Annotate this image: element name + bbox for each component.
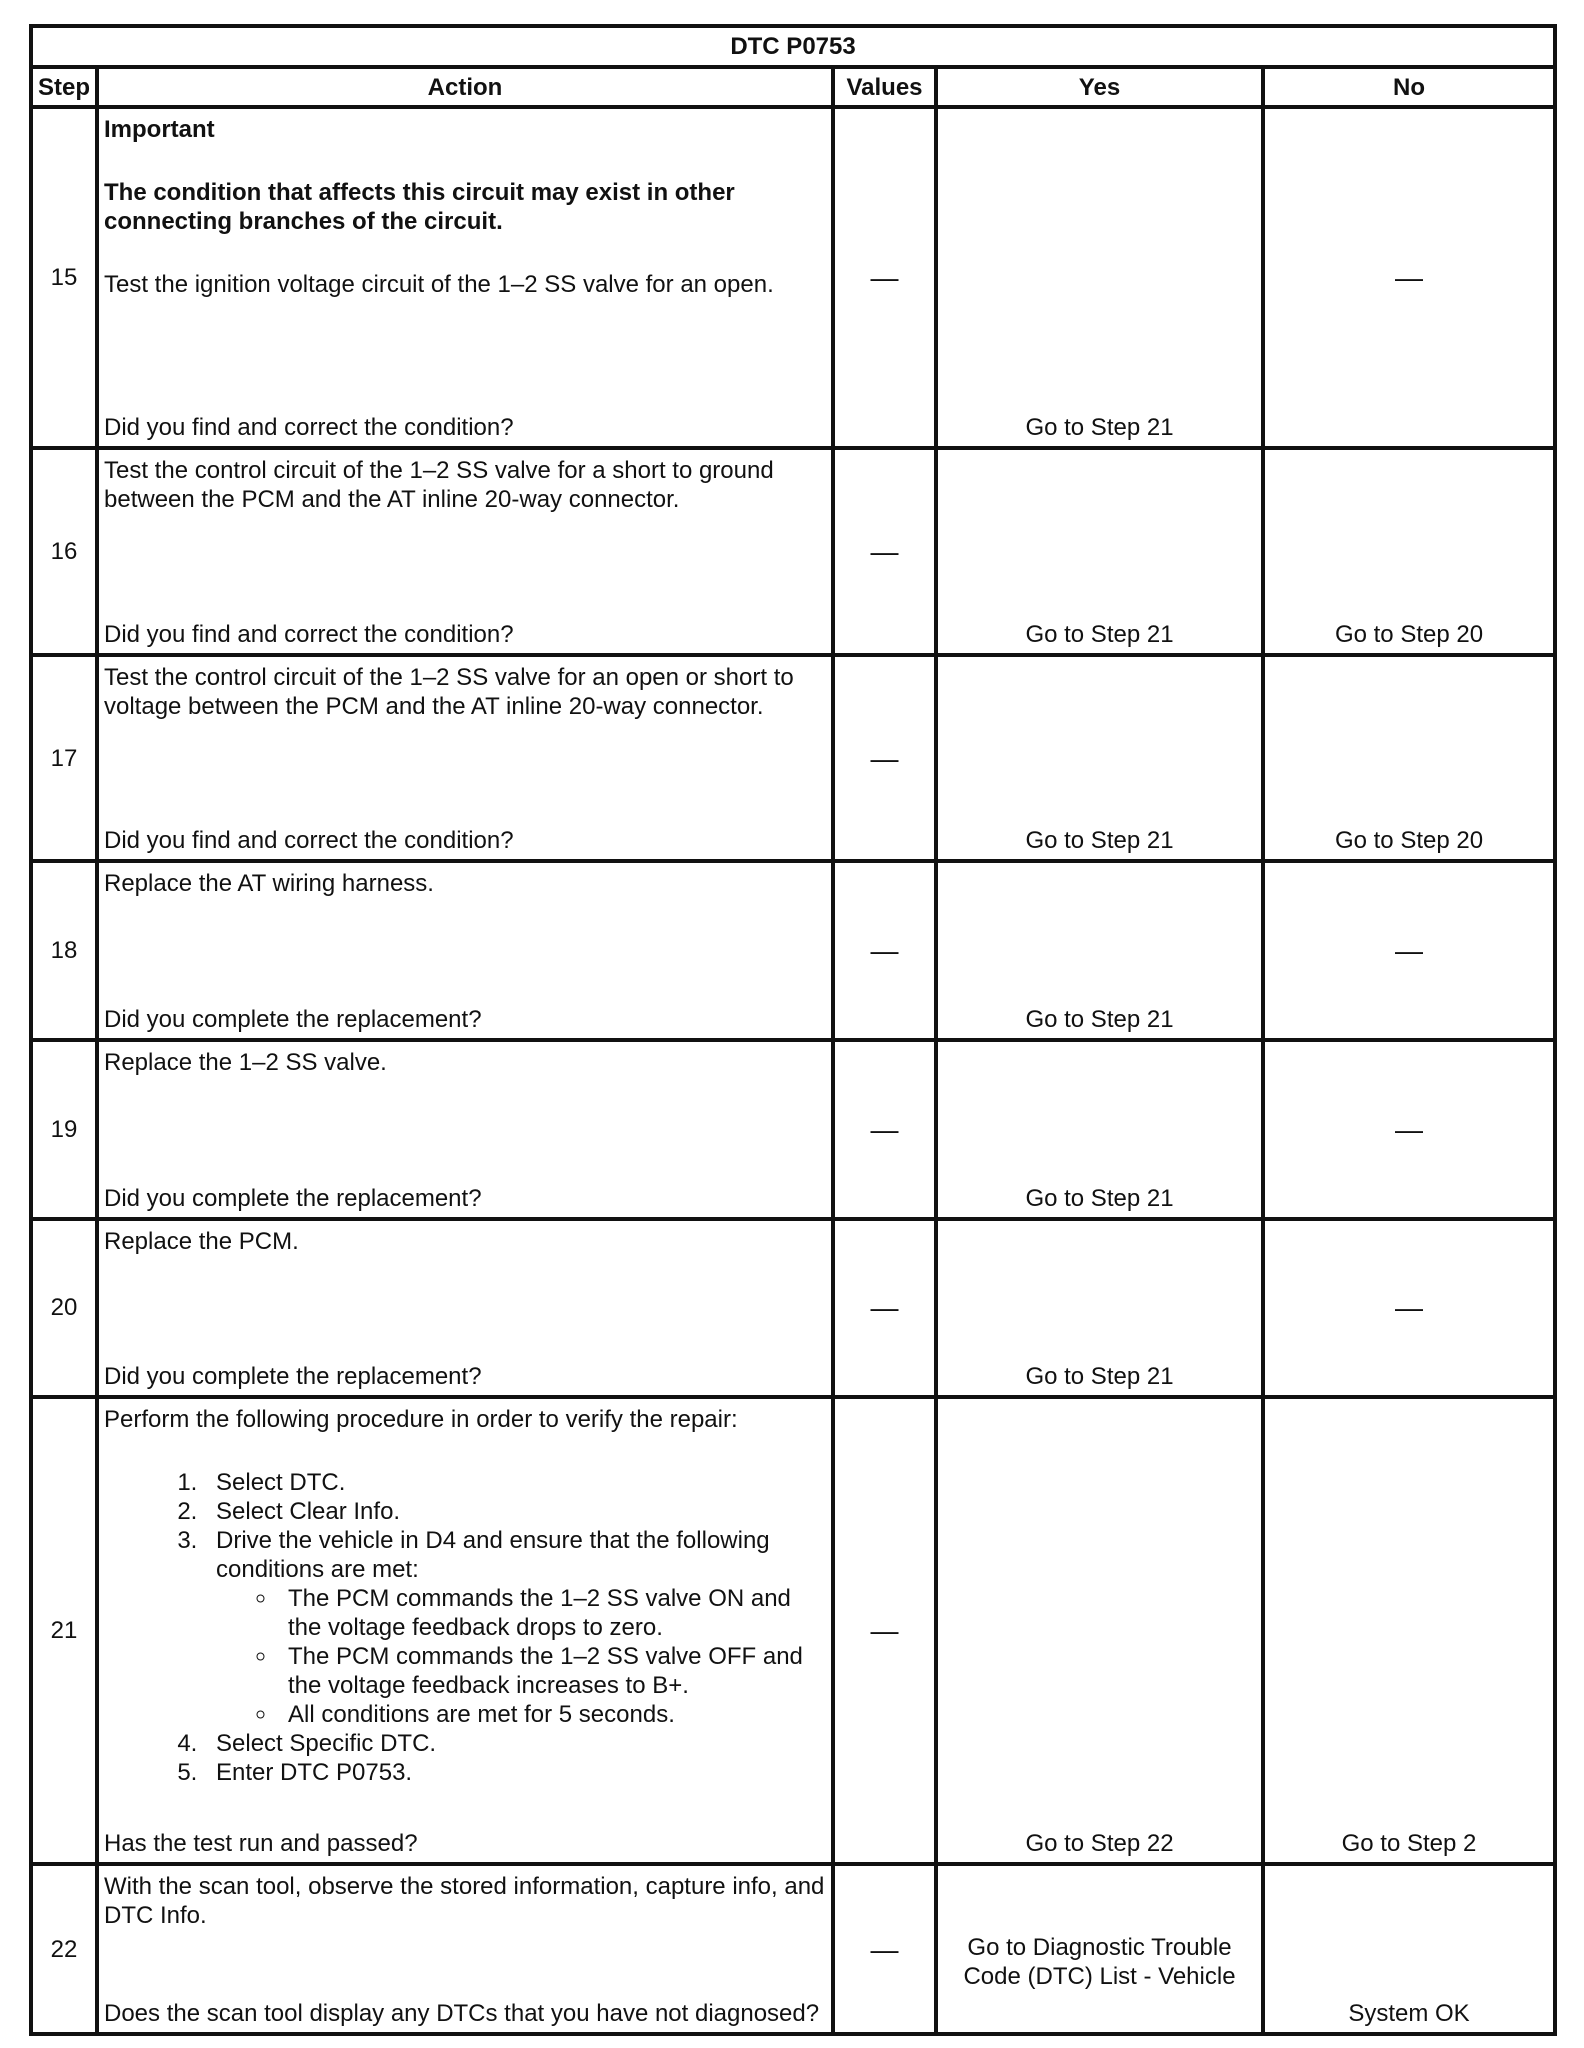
action-question: Did you find and correct the condition? [104,620,514,648]
yes-cell: Go to Step 21 [936,1040,1263,1219]
condition-list [216,1584,827,1729]
no-cell: — [1263,861,1555,1040]
dtc-table [29,24,1557,2036]
action-cell [97,107,833,448]
list-item: ◦ The PCM commands the 1–2 SS valve OFF and the voltage feedback increases to B+. [278,1642,827,1700]
table-row [31,1040,1555,1219]
header-row [31,67,1555,107]
table-row [31,448,1555,655]
yes-cell: Go to Step 21 [936,655,1263,862]
no-cell: — [1263,107,1555,448]
action-cell [97,1397,833,1864]
action-text: Test the ignition voltage circuit of the 1–2 SS valve for an open. [104,271,774,299]
yes-cell: Go to Step 21 [936,1219,1263,1398]
action-text: Test the control circuit of the 1–2 SS valve for a short to ground between the PCM and the AT inline 20-way connector. [104,457,774,514]
list-item: 3. Drive the vehicle in D4 and ensure that the following conditions are met: ◦ The PCM commands the 1–2 SS valve ON and the voltage feedback drops to zero. ◦ The PCM commands the 1–2 SS valve OFF and the voltage feedback increases to B+. ◦ All conditions are met for 5 seconds. [204,1526,827,1729]
yes-cell: Go to Step 21 [936,107,1263,448]
action-question: Did you find and correct the condition? [104,827,514,855]
no-cell: — [1263,1219,1555,1398]
list-item: 1. Select DTC. [204,1468,827,1497]
header-no: No [1263,67,1555,107]
step-number: 21 [31,1397,97,1864]
important-label: Important [104,116,215,144]
values-cell: — [833,655,936,862]
step-number: 15 [31,107,97,448]
list-item: 4. Select Specific DTC. [204,1729,827,1758]
values-cell: — [833,448,936,655]
header-values: Values [833,67,936,107]
list-item: ◦ All conditions are met for 5 seconds. [278,1700,827,1729]
action-question: Did you complete the replacement? [104,1184,482,1212]
action-text: With the scan tool, observe the stored information, capture info, and DTC Info. [104,1873,825,1930]
action-question: Has the test run and passed? [104,1830,418,1858]
action-text: Perform the following procedure in order to verify the repair: [104,1406,738,1434]
step-number: 16 [31,448,97,655]
values-cell: — [833,861,936,1040]
step-number: 22 [31,1864,97,2034]
values-cell: — [833,1864,936,2034]
yes-link-dtc-list: Go to Diagnostic Trouble Code (DTC) List - Vehicle [936,1864,1263,2034]
title-row [31,26,1555,67]
header-action: Action [97,67,833,107]
values-cell: — [833,1040,936,1219]
table-row [31,1397,1555,1864]
header-yes: Yes [936,67,1263,107]
table-title: DTC P0753 [31,26,1555,67]
action-cell [97,1219,833,1398]
procedure-list [104,1468,827,1787]
step-number: 17 [31,655,97,862]
yes-cell: Go to Step 21 [936,861,1263,1040]
no-cell: System OK [1263,1864,1555,2034]
step-number: 18 [31,861,97,1040]
values-cell: — [833,1397,936,1864]
action-cell [97,861,833,1040]
list-item: 5. Enter DTC P0753. [204,1758,827,1787]
yes-cell: Go to Step 21 [936,448,1263,655]
header-step: Step [31,67,97,107]
action-question: Does the scan tool display any DTCs that you have not diagnosed? [104,2000,820,2027]
no-cell: Go to Step 2 [1263,1397,1555,1864]
no-cell: Go to Step 20 [1263,448,1555,655]
action-cell [97,1864,833,2034]
values-cell: — [833,1219,936,1398]
list-item: ◦ The PCM commands the 1–2 SS valve ON and the voltage feedback drops to zero. [278,1584,827,1642]
action-cell [97,655,833,862]
table-row [31,1864,1555,2034]
important-text: The condition that affects this circuit may exist in other connecting branches of the circuit. [104,179,735,236]
action-question: Did you complete the replacement? [104,1005,482,1033]
step-number: 19 [31,1040,97,1219]
no-cell: Go to Step 20 [1263,655,1555,862]
action-text: Test the control circuit of the 1–2 SS valve for an open or short to voltage between the PCM and the AT inline 20-way connector. [104,663,794,720]
action-cell [97,448,833,655]
table-row [31,655,1555,862]
yes-cell: Go to Step 22 [936,1397,1263,1864]
action-text: Replace the 1–2 SS valve. [104,1048,387,1076]
table-row [31,107,1555,448]
action-text: Replace the AT wiring harness. [104,870,434,898]
table-row [31,1219,1555,1398]
values-cell: — [833,107,936,448]
action-cell [97,1040,833,1219]
table-row [31,861,1555,1040]
action-question: Did you complete the replacement? [104,1363,482,1391]
action-question: Did you find and correct the condition? [104,414,514,442]
step-number: 20 [31,1219,97,1398]
list-item: 2. Select Clear Info. [204,1497,827,1526]
no-cell: — [1263,1040,1555,1219]
action-text: Replace the PCM. [104,1227,299,1255]
